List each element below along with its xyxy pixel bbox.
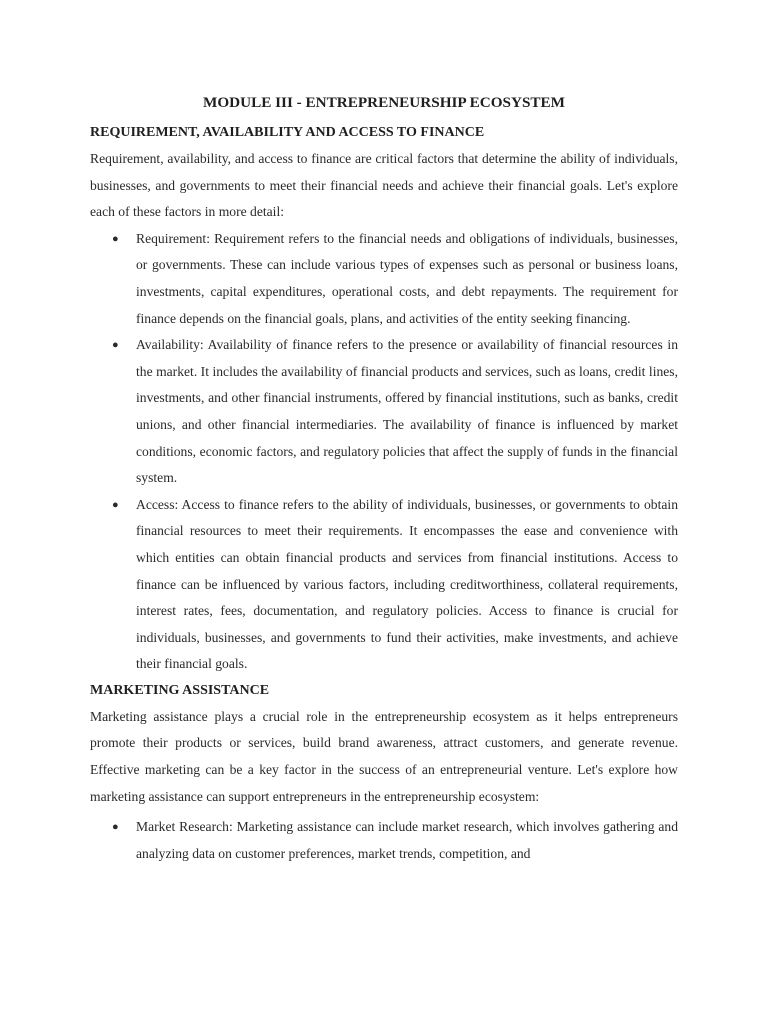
document-page	[90, 92, 678, 867]
section-intro-marketing: Marketing assistance plays a crucial role in the entrepreneurship ecosystem as it helps entrepreneurs promote their products or services, build brand awareness, attract customers, and generate revenue. Effective marketing can be a key factor in the success of an entrepreneurial venture. Let's explore how marketing assistance can support entrepreneurs in the entrepreneurship ecosystem:	[90, 708, 678, 804]
section-heading-finance: REQUIREMENT, AVAILABILITY AND ACCESS TO FINANCE	[90, 125, 485, 140]
list-item	[90, 332, 678, 492]
section-heading-marketing: MARKETING ASSISTANCE	[90, 682, 270, 698]
bullet-icon: ●	[112, 498, 119, 511]
section-intro-finance: Requirement, availability, and access to finance are critical factors that determine the ability of individuals, businesses, and governments to meet their financial needs and achieve their financial goals. Let's explore each of these factors in more detail:	[90, 151, 678, 220]
module-title: MODULE III - ENTREPRENEURSHIP ECOSYSTEM	[202, 94, 566, 111]
bullet-list-marketing	[90, 814, 678, 867]
bullet-text-access: Access: Access to finance refers to the ability of individuals, businesses, or governments to obtain financial resources to meet their requirements. It encompasses the ease and convenience with which entities can obtain financial products and services from financial institutions. Access to finance can be influenced by various factors, including creditworthiness, collateral requirements, interest rates, fees, documentation, and regulatory policies. Access to finance is crucial for individuals, businesses, and governments to fund their activities, make investments, and achieve their financial goals.	[136, 496, 678, 672]
bullet-list-finance	[90, 226, 678, 678]
list-item	[90, 814, 678, 867]
list-item	[90, 492, 678, 678]
list-item	[90, 226, 678, 332]
bullet-icon: ●	[112, 821, 119, 834]
bullet-text-requirement: Requirement: Requirement refers to the financial needs and obligations of individuals, businesses, or governments. These can include various types of expenses such as personal or business loans, investments, capital expenditures, operational costs, and debt repayments. The requirement for finance depends on the financial goals, plans, and activities of the entity seeking financing.	[136, 230, 678, 326]
bullet-text-availability: Availability: Availability of finance refers to the presence or availability of financial resources in the market. It includes the availability of financial products and services, such as loans, credit lines, investments, and other financial instruments, offered by financial institutions, such as banks, credit unions, and other financial intermediaries. The availability of finance is influenced by market conditions, economic factors, and regulatory policies that affect the supply of funds in the financial system.	[136, 337, 678, 486]
bullet-text-market-research: Market Research: Marketing assistance can include market research, which involves gathering and analyzing data on customer preferences, market trends, competition, and	[136, 819, 678, 861]
bullet-icon: ●	[112, 232, 119, 245]
bullet-icon: ●	[112, 339, 119, 352]
